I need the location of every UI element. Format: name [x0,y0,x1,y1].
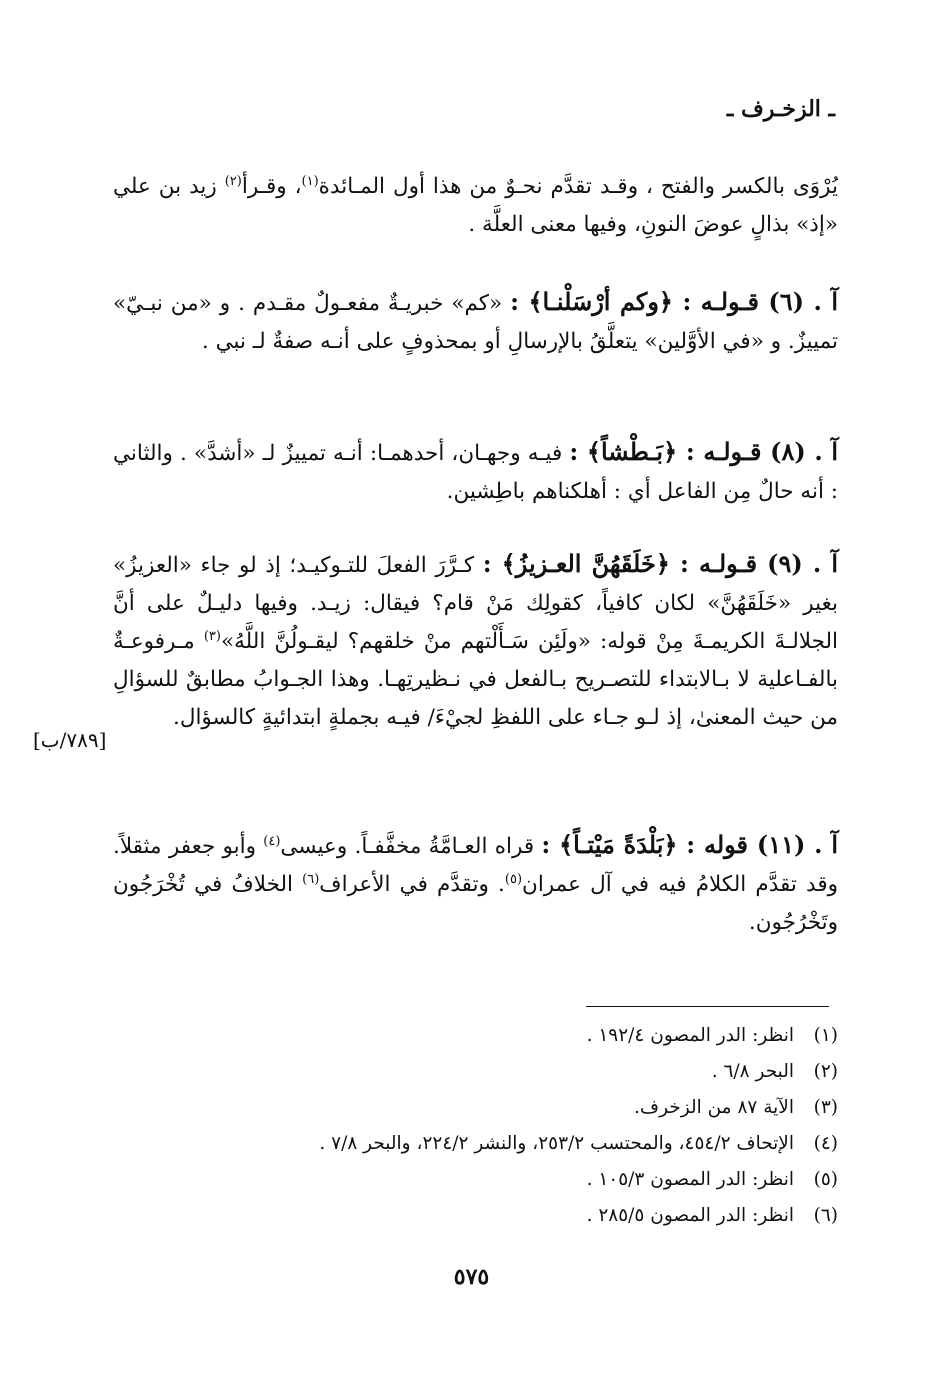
footnote-ref-2: (٢) [224,173,242,189]
footnote-text: الآية ٨٧ من الزخرف. [634,1097,794,1118]
footnotes [118,1018,838,1234]
footnote-number: (٣) [813,1097,838,1118]
verse-9-commentary-b: مـرفوعـةٌ بالفـاعلية لا بـالابتداء للتصـريح بـالفعل في نـظيرتِهـا. وهذا الجـوابُ مطابقٌ للسؤالِ من حيث المعنىٰ، إذ لـو جـاء على اللفظِ لجيْءَ/ فيـه بجملةٍ ابتدائيةٍ كالسؤال. [113,629,838,730]
running-header: ـ الزخـرف ـ [726,96,835,122]
footnote-ref-5: (٥) [504,871,523,887]
footnote-number: (٥) [813,1169,838,1190]
footnote-3 [118,1090,838,1126]
footnote-text: انظر: الدر المصون ١٩٢/٤ . [586,1025,794,1046]
footnote-text: البحر ٦/٨ . [711,1061,794,1082]
verse-9-heading: آ . (٩) قـولـه : ﴿خَلَقَهُنَّ العـزيزُ﴾ : [482,549,839,578]
footnote-ref-1: (١) [301,173,319,189]
verse-8-heading: آ . (٨) قـولـه : ﴿بَـطْشاً﴾ : [569,437,838,466]
verse-11-commentary-d: الخلافُ في تُخْرَجُون وتَخْرُجُون. [113,872,838,935]
footnote-number: (٤) [813,1133,838,1154]
footnote-ref-4: (٤) [263,833,281,849]
footnote-4 [118,1126,838,1162]
footnote-ref-6: (٦) [302,871,320,887]
footnote-number: (٢) [813,1061,838,1082]
footnote-ref-3: (٣) [203,628,221,644]
verse-11-commentary-b: وأبو جعفر مثقلاً. وقد تقدَّم الكلامُ فيه في آل عمران [113,834,838,897]
verse-8-commentary: فيـه وجهـان، أحدهمـا: أنـه تمييزٌ لـ «أشدَّ» . والثاني : أنه حالٌ مِن الفاعل أي : أهلكناهم باطِشين. [113,441,838,504]
footnote-number: (٦) [813,1205,838,1226]
footnote-text: انظر: الدر المصون ٢٨٥/٥ . [586,1205,794,1226]
verse-6-heading: آ . (٦) قـولـه : ﴿وكم أرْسَلْنـا﴾ : [510,287,838,316]
footnote-6 [118,1198,838,1234]
paragraph-1-text-b: ، وقـرأ [241,174,302,199]
paragraph-1-text-c: زيد بن علي «إذ» بذالٍ عوضَ النونِ، وفيها معنى العلَّة . [113,174,838,237]
footnote-1 [118,1018,838,1054]
paragraph-verse-9 [113,545,838,737]
footnote-5 [118,1162,838,1198]
verse-11-heading: آ . (١١) قوله : ﴿بَلْدَةً مَيْتـاً﴾ : [541,830,838,859]
paragraph-1 [113,168,838,244]
verse-11-commentary-a: قراه العـامَّةُ مخفَّفـاً. وعيسى [280,834,542,859]
paragraph-1-text-a: يُرْوَى بالكسر والفتح ، وقـد تقدَّم نحـوٌ من هذا أول المـائدة [318,174,838,199]
paragraph-verse-6 [113,283,838,361]
paragraph-verse-11 [113,826,838,942]
verse-9-commentary-a: كـرَّرَ الفعلَ للتـوكيـد؛ إذ لو جاء «العزيزُ» بغير «خَلَقَهُنَّ» لكان كافياً، كقولِك مَنْ قام؟ فيقال: زيـد. وفيها دليـلٌ على أنَّ الجلالـةَ الكريمـةَ مِنْ قوله: «ولَئِن سَـأَلْتهم منْ خلقهم؟ ليقـولُنَّ اللَّهُ» [113,553,838,654]
page-number: ٥٧٥ [453,1264,490,1290]
footnote-divider [586,1006,829,1007]
manuscript-folio-marker: [٧٨٩/ب] [33,728,107,752]
footnote-text: الإتحاف ٤٥٤/٢، والمحتسب ٢٥٣/٢، والنشر ٢٢٤/٢، والبحر ٧/٨ . [319,1133,794,1154]
footnote-number: (١) [813,1025,838,1046]
paragraph-verse-8 [113,433,838,511]
verse-6-commentary: «كم» خبريـةٌ مفعـولٌ مقـدم . و «من نبـيّ» تمييزٌ. و «في الأوَّلين» يتعلَّقُ بالإرسالِ أو بمحذوفٍ على أنـه صفةٌ لـ نبي . [113,291,838,354]
footnote-text: انظر: الدر المصون ١٠٥/٣ . [586,1169,794,1190]
verse-11-commentary-c: . وتقدَّم في الأعراف [319,872,505,897]
footnote-2 [118,1054,838,1090]
